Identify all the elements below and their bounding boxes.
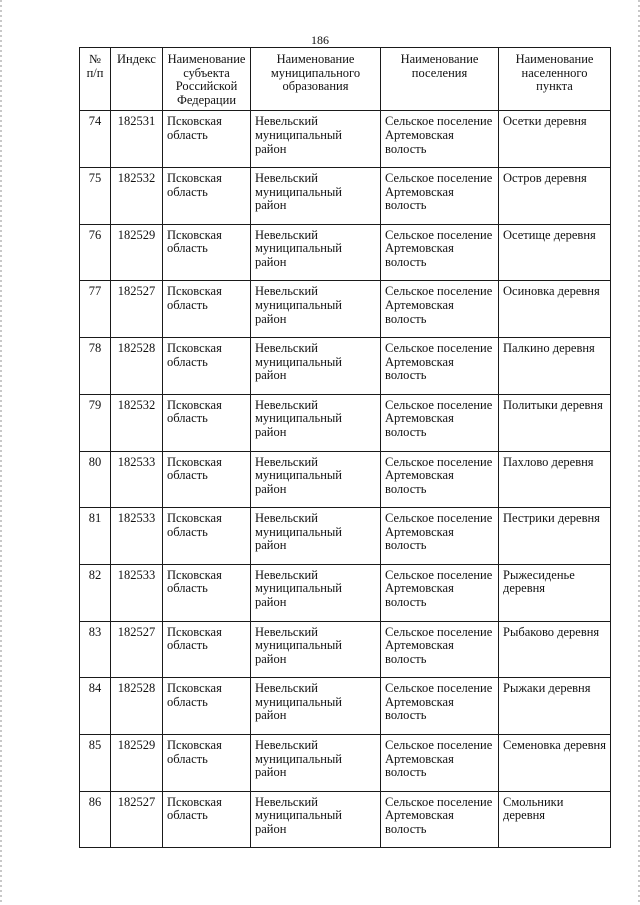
cell-index: 182533 [111, 564, 163, 621]
cell-subject: Псковская область [163, 451, 251, 508]
table-row [80, 678, 611, 735]
cell-subject: Псковская область [163, 394, 251, 451]
cell-locality: Осетище деревня [499, 224, 611, 281]
header-settlement: Наименование поселения [381, 48, 499, 111]
cell-municipality: Невельский муниципальный район [251, 508, 381, 565]
cell-locality: Осетки деревня [499, 111, 611, 168]
cell-index: 182527 [111, 621, 163, 678]
cell-settlement: Сельское поселение Артемовская волость [381, 791, 499, 848]
table-row [80, 734, 611, 791]
cell-num: 80 [80, 451, 111, 508]
cell-settlement: Сельское поселение Артемовская волость [381, 338, 499, 395]
cell-settlement: Сельское поселение Артемовская волость [381, 281, 499, 338]
cell-subject: Псковская область [163, 508, 251, 565]
cell-index: 182528 [111, 338, 163, 395]
header-subject: Наименование субъекта Российской Федерации [163, 48, 251, 111]
cell-settlement: Сельское поселение Артемовская волость [381, 224, 499, 281]
table-row [80, 168, 611, 225]
cell-municipality: Невельский муниципальный район [251, 224, 381, 281]
table-row [80, 111, 611, 168]
table-row [80, 394, 611, 451]
table-row [80, 621, 611, 678]
cell-subject: Псковская область [163, 168, 251, 225]
cell-num: 83 [80, 621, 111, 678]
table-row [80, 224, 611, 281]
cell-subject: Псковская область [163, 678, 251, 735]
scan-edge-left [0, 0, 2, 905]
cell-municipality: Невельский муниципальный район [251, 338, 381, 395]
table-row [80, 281, 611, 338]
cell-locality: Смольники деревня [499, 791, 611, 848]
cell-locality: Пестрики деревня [499, 508, 611, 565]
cell-locality: Политыки деревня [499, 394, 611, 451]
cell-subject: Псковская область [163, 281, 251, 338]
cell-num: 76 [80, 224, 111, 281]
cell-num: 82 [80, 564, 111, 621]
cell-num: 75 [80, 168, 111, 225]
cell-municipality: Невельский муниципальный район [251, 394, 381, 451]
cell-settlement: Сельское поселение Артемовская волость [381, 734, 499, 791]
cell-index: 182528 [111, 678, 163, 735]
cell-settlement: Сельское поселение Артемовская волость [381, 621, 499, 678]
settlements-table [79, 47, 611, 848]
table-header [80, 48, 611, 111]
cell-subject: Псковская область [163, 734, 251, 791]
cell-municipality: Невельский муниципальный район [251, 281, 381, 338]
cell-municipality: Невельский муниципальный район [251, 564, 381, 621]
cell-subject: Псковская область [163, 338, 251, 395]
cell-municipality: Невельский муниципальный район [251, 168, 381, 225]
cell-settlement: Сельское поселение Артемовская волость [381, 111, 499, 168]
table-row [80, 508, 611, 565]
cell-index: 182529 [111, 224, 163, 281]
cell-locality: Рыжесиденье деревня [499, 564, 611, 621]
header-index: Индекс [111, 48, 163, 111]
cell-locality: Палкино деревня [499, 338, 611, 395]
cell-locality: Осиновка деревня [499, 281, 611, 338]
cell-municipality: Невельский муниципальный район [251, 621, 381, 678]
cell-num: 86 [80, 791, 111, 848]
cell-municipality: Невельский муниципальный район [251, 734, 381, 791]
cell-municipality: Невельский муниципальный район [251, 678, 381, 735]
cell-municipality: Невельский муниципальный район [251, 791, 381, 848]
table-header-row [80, 48, 611, 111]
cell-locality: Пахлово деревня [499, 451, 611, 508]
cell-municipality: Невельский муниципальный район [251, 451, 381, 508]
cell-subject: Псковская область [163, 791, 251, 848]
page-number: 186 [311, 33, 329, 47]
cell-index: 182533 [111, 451, 163, 508]
cell-index: 182527 [111, 791, 163, 848]
cell-settlement: Сельское поселение Артемовская волость [381, 451, 499, 508]
cell-subject: Псковская область [163, 621, 251, 678]
cell-num: 85 [80, 734, 111, 791]
cell-num: 77 [80, 281, 111, 338]
header-municipality: Наименование муниципального образования [251, 48, 381, 111]
cell-settlement: Сельское поселение Артемовская волость [381, 564, 499, 621]
cell-settlement: Сельское поселение Артемовская волость [381, 394, 499, 451]
cell-index: 182529 [111, 734, 163, 791]
table-row [80, 791, 611, 848]
cell-locality: Рыбаково деревня [499, 621, 611, 678]
cell-subject: Псковская область [163, 111, 251, 168]
cell-index: 182532 [111, 168, 163, 225]
table-row [80, 451, 611, 508]
table-body [80, 111, 611, 848]
cell-locality: Семеновка деревня [499, 734, 611, 791]
cell-settlement: Сельское поселение Артемовская волость [381, 508, 499, 565]
cell-num: 81 [80, 508, 111, 565]
cell-num: 74 [80, 111, 111, 168]
cell-subject: Псковская область [163, 564, 251, 621]
cell-subject: Псковская область [163, 224, 251, 281]
cell-index: 182531 [111, 111, 163, 168]
header-num: № п/п [80, 48, 111, 111]
cell-locality: Остров деревня [499, 168, 611, 225]
cell-num: 79 [80, 394, 111, 451]
cell-index: 182527 [111, 281, 163, 338]
cell-locality: Рыжаки деревня [499, 678, 611, 735]
cell-settlement: Сельское поселение Артемовская волость [381, 678, 499, 735]
table-row [80, 564, 611, 621]
cell-num: 84 [80, 678, 111, 735]
cell-num: 78 [80, 338, 111, 395]
table-row [80, 338, 611, 395]
cell-settlement: Сельское поселение Артемовская волость [381, 168, 499, 225]
cell-municipality: Невельский муниципальный район [251, 111, 381, 168]
cell-index: 182533 [111, 508, 163, 565]
header-locality: Наименование населенного пункта [499, 48, 611, 111]
cell-index: 182532 [111, 394, 163, 451]
